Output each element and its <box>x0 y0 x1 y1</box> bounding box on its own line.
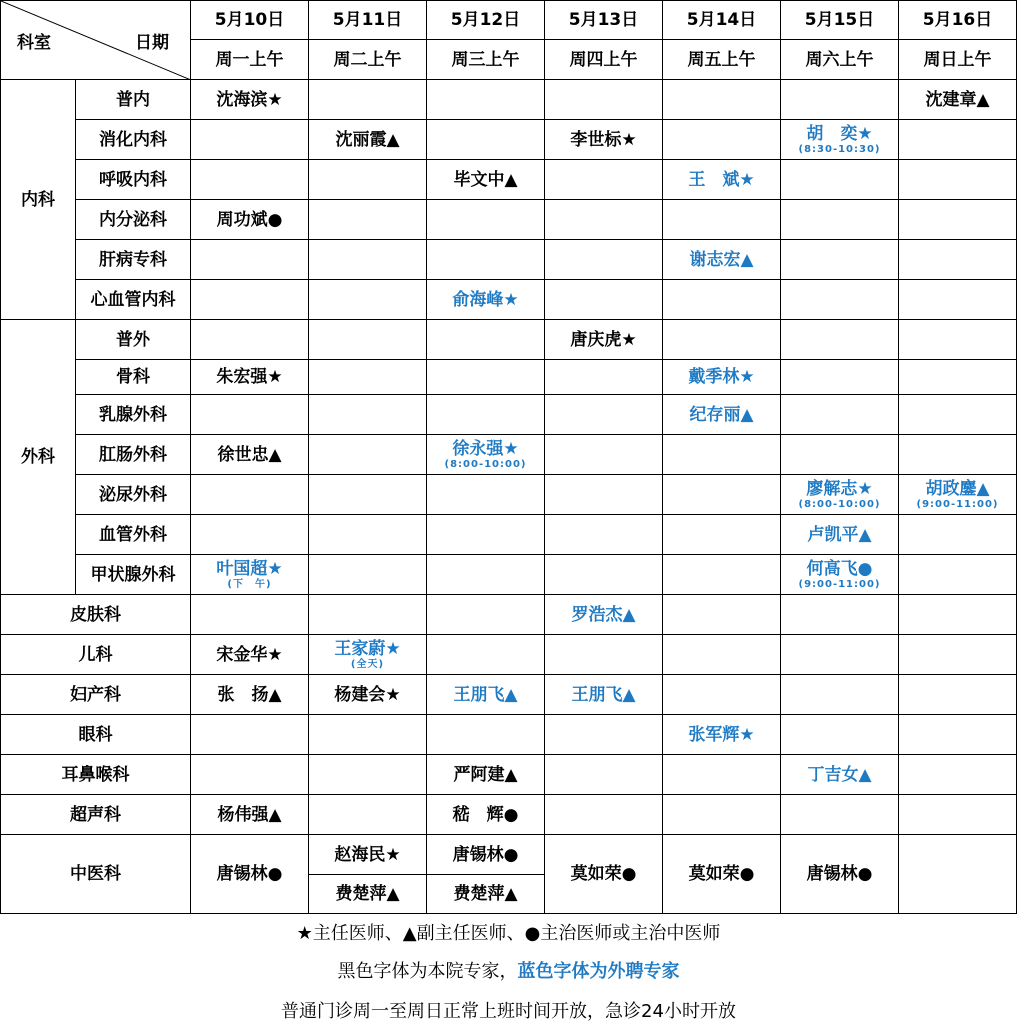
department-cell <box>0 755 191 795</box>
date-header <box>663 0 781 40</box>
schedule-cell <box>545 795 663 835</box>
doctor-name: 王朋飞▲ <box>571 684 636 705</box>
schedule-cell <box>427 320 545 360</box>
date-label: 5月12日 <box>450 10 521 30</box>
weekday-header <box>191 40 309 80</box>
department-label: 泌尿外科 <box>99 484 167 505</box>
schedule-cell <box>781 435 899 475</box>
doctor-time-note: (8:00-10:00) <box>798 499 881 510</box>
schedule-cell <box>545 395 663 435</box>
schedule-cell <box>309 435 427 475</box>
department-label: 呼吸内科 <box>99 169 167 190</box>
schedule-cell <box>309 715 427 755</box>
corner-dept-label: 科室 <box>17 33 51 53</box>
department-label: 肝病专科 <box>99 249 167 270</box>
schedule-cell <box>899 515 1017 555</box>
schedule-cell <box>663 435 781 475</box>
department-cell <box>76 120 191 160</box>
schedule-cell <box>545 320 663 360</box>
schedule-cell <box>427 360 545 395</box>
department-cell <box>76 435 191 475</box>
corner-header <box>0 0 191 80</box>
department-label: 甲状腺外科 <box>90 564 176 585</box>
schedule-cell <box>899 240 1017 280</box>
department-label: 皮肤科 <box>70 604 121 625</box>
schedule-cell <box>899 80 1017 120</box>
doctor-name: 嵇 辉● <box>452 804 519 825</box>
schedule-cell <box>309 515 427 555</box>
schedule-cell <box>663 635 781 675</box>
weekday-header <box>899 40 1017 80</box>
department-label: 肛肠外科 <box>99 444 167 465</box>
doctor-name: 李世标★ <box>570 129 637 150</box>
date-label: 5月13日 <box>568 10 639 30</box>
schedule-cell <box>427 715 545 755</box>
schedule-cell <box>191 715 309 755</box>
schedule-cell <box>427 835 545 875</box>
schedule-cell <box>309 360 427 395</box>
doctor-name: 王朋飞▲ <box>453 684 518 705</box>
schedule-cell <box>781 675 899 715</box>
date-header <box>191 0 309 40</box>
doctor-name: 唐庆虎★ <box>570 329 637 350</box>
schedule-cell <box>427 80 545 120</box>
schedule-cell <box>191 395 309 435</box>
schedule-cell <box>191 435 309 475</box>
schedule-cell <box>545 675 663 715</box>
schedule-cell <box>781 160 899 200</box>
doctor-name: 沈建章▲ <box>925 89 990 110</box>
schedule-cell <box>781 795 899 835</box>
schedule-cell <box>309 875 427 914</box>
schedule-cell <box>545 555 663 595</box>
date-label: 5月16日 <box>922 10 993 30</box>
doctor-name: 沈海滨★ <box>216 89 283 110</box>
schedule-cell <box>427 595 545 635</box>
department-label: 妇产科 <box>70 684 121 705</box>
footer <box>0 914 1017 1031</box>
doctor-name: 杨建会★ <box>334 684 401 705</box>
schedule-cell <box>663 160 781 200</box>
schedule-cell <box>427 515 545 555</box>
schedule-cell <box>191 280 309 320</box>
doctor-time-note: (全天) <box>350 659 385 670</box>
schedule-cell <box>781 320 899 360</box>
schedule-cell <box>663 595 781 635</box>
doctor-name: 唐锡林● <box>452 844 519 865</box>
date-label: 5月14日 <box>686 10 757 30</box>
department-cell <box>76 320 191 360</box>
department-label: 中医科 <box>70 864 121 884</box>
schedule-cell <box>309 595 427 635</box>
schedule-cell <box>545 835 663 914</box>
schedule-cell <box>899 475 1017 515</box>
schedule-cell <box>663 675 781 715</box>
schedule-cell <box>781 515 899 555</box>
department-cell <box>0 835 191 914</box>
schedule-cell <box>427 755 545 795</box>
schedule-cell <box>191 200 309 240</box>
schedule-cell <box>899 635 1017 675</box>
schedule-cell <box>781 280 899 320</box>
doctor-name: 宋金华★ <box>216 644 283 665</box>
schedule-cell <box>191 835 309 914</box>
department-label: 心血管内科 <box>90 289 176 310</box>
schedule-cell <box>191 80 309 120</box>
doctor-name: 杨伟强▲ <box>217 804 282 825</box>
date-label: 5月11日 <box>332 10 403 30</box>
schedule-cell <box>545 595 663 635</box>
expert-note-internal: 黑色字体为本院专家， <box>337 961 518 982</box>
doctor-name: 张 扬▲ <box>217 684 282 705</box>
schedule-cell <box>545 715 663 755</box>
weekday-header <box>427 40 545 80</box>
doctor-name: 胡政鏖▲ <box>925 479 990 499</box>
department-label: 普外 <box>116 329 150 350</box>
schedule-cell <box>309 475 427 515</box>
schedule-cell <box>663 280 781 320</box>
schedule-cell <box>781 200 899 240</box>
department-cell <box>76 475 191 515</box>
expert-note-external: 蓝色字体为外聘专家 <box>517 961 680 982</box>
department-cell <box>76 240 191 280</box>
group-label: 内科 <box>21 189 55 210</box>
weekday-header <box>663 40 781 80</box>
schedule-cell <box>191 475 309 515</box>
schedule-cell <box>309 280 427 320</box>
schedule-cell <box>545 635 663 675</box>
schedule-cell <box>191 595 309 635</box>
department-label: 普内 <box>116 89 150 110</box>
group-cell <box>0 80 76 320</box>
department-cell <box>76 555 191 595</box>
date-header <box>309 0 427 40</box>
department-label: 耳鼻喉科 <box>61 764 130 785</box>
department-cell <box>76 160 191 200</box>
schedule-cell <box>781 595 899 635</box>
schedule-cell <box>545 515 663 555</box>
department-cell <box>0 595 191 635</box>
weekday-label: 周三上午 <box>451 49 520 70</box>
doctor-name: 莫如荣● <box>688 864 755 884</box>
schedule-cell <box>663 755 781 795</box>
schedule-cell <box>545 120 663 160</box>
doctor-name: 唐锡林● <box>806 864 873 884</box>
schedule-cell <box>427 395 545 435</box>
schedule-cell <box>545 80 663 120</box>
doctor-name: 周功斌● <box>216 209 283 230</box>
schedule-cell <box>663 320 781 360</box>
weekday-label: 周六上午 <box>805 49 874 70</box>
schedule-cell <box>309 200 427 240</box>
department-label: 超声科 <box>70 804 121 825</box>
weekday-label: 周二上午 <box>333 49 402 70</box>
doctor-name: 戴季林★ <box>688 367 755 387</box>
schedule-cell <box>427 120 545 160</box>
schedule-cell <box>663 835 781 914</box>
schedule-cell <box>309 755 427 795</box>
schedule-cell <box>427 280 545 320</box>
schedule-cell <box>309 80 427 120</box>
department-label: 消化内科 <box>99 129 167 150</box>
schedule-cell <box>663 515 781 555</box>
department-cell <box>76 80 191 120</box>
schedule-cell <box>781 715 899 755</box>
date-header <box>781 0 899 40</box>
department-cell <box>76 360 191 395</box>
date-header <box>545 0 663 40</box>
group-label: 外科 <box>21 447 55 467</box>
schedule-cell <box>191 320 309 360</box>
doctor-name: 朱宏强★ <box>216 367 283 387</box>
schedule-cell <box>309 835 427 875</box>
weekday-label: 周四上午 <box>569 49 638 70</box>
schedule-cell <box>309 240 427 280</box>
doctor-name: 胡 奕★ <box>806 124 873 144</box>
schedule-cell <box>191 555 309 595</box>
schedule-cell <box>781 475 899 515</box>
department-cell <box>76 395 191 435</box>
doctor-time-note: (9:00-11:00) <box>798 579 881 590</box>
schedule-cell <box>191 675 309 715</box>
schedule-cell <box>427 875 545 914</box>
schedule-cell <box>427 240 545 280</box>
schedule-cell <box>781 240 899 280</box>
schedule-cell <box>663 80 781 120</box>
doctor-name: 王 斌★ <box>688 169 755 190</box>
doctor-name: 严阿建▲ <box>453 764 518 785</box>
schedule-cell <box>545 160 663 200</box>
corner-date-label: 日期 <box>135 33 169 53</box>
doctor-name: 丁吉女▲ <box>807 764 872 785</box>
schedule-cell <box>899 160 1017 200</box>
schedule-cell <box>663 120 781 160</box>
date-header <box>427 0 545 40</box>
schedule-cell <box>191 360 309 395</box>
doctor-name: 罗浩杰▲ <box>571 604 636 625</box>
weekday-label: 周一上午 <box>215 49 284 70</box>
department-label: 血管外科 <box>99 524 167 545</box>
schedule-cell <box>309 635 427 675</box>
doctor-name: 谢志宏▲ <box>689 249 754 270</box>
schedule-cell <box>663 555 781 595</box>
schedule-cell <box>191 515 309 555</box>
schedule-cell <box>427 635 545 675</box>
department-cell <box>0 795 191 835</box>
schedule-cell <box>781 755 899 795</box>
schedule-cell <box>309 675 427 715</box>
doctor-name: 赵海民★ <box>334 844 401 865</box>
doctor-time-note: (8:00-10:00) <box>444 459 527 470</box>
schedule-cell <box>899 200 1017 240</box>
schedule-cell <box>309 120 427 160</box>
expert-note <box>0 960 1017 984</box>
department-label: 眼科 <box>78 724 113 745</box>
schedule-cell <box>545 475 663 515</box>
schedule-cell <box>663 795 781 835</box>
schedule-cell <box>191 755 309 795</box>
schedule-cell <box>899 395 1017 435</box>
schedule-cell <box>427 475 545 515</box>
schedule-cell <box>663 395 781 435</box>
schedule-cell <box>309 795 427 835</box>
schedule-cell <box>899 755 1017 795</box>
doctor-name: 费楚萍▲ <box>335 884 400 904</box>
doctor-name: 沈丽霞▲ <box>335 129 400 150</box>
department-label: 骨科 <box>116 367 150 387</box>
schedule-cell <box>899 835 1017 914</box>
schedule-cell <box>427 795 545 835</box>
doctor-time-note: (9:00-11:00) <box>916 499 999 510</box>
schedule-cell <box>427 160 545 200</box>
schedule-cell <box>781 555 899 595</box>
doctor-name: 卢凯平▲ <box>807 524 872 545</box>
schedule-cell <box>427 200 545 240</box>
weekday-label: 周日上午 <box>923 49 992 70</box>
schedule-cell <box>899 715 1017 755</box>
schedule-cell <box>781 360 899 395</box>
schedule-cell <box>899 320 1017 360</box>
schedule-cell <box>545 240 663 280</box>
schedule-cell <box>663 715 781 755</box>
doctor-name: 唐锡林● <box>216 864 283 884</box>
schedule-cell <box>899 595 1017 635</box>
schedule-cell <box>545 755 663 795</box>
schedule-cell <box>427 555 545 595</box>
schedule-cell <box>309 320 427 360</box>
weekday-label: 周五上午 <box>687 49 756 70</box>
schedule-cell <box>309 555 427 595</box>
schedule-cell <box>781 835 899 914</box>
group-cell <box>0 320 76 595</box>
doctor-name: 莫如荣● <box>570 864 637 884</box>
schedule-cell <box>899 360 1017 395</box>
doctor-name: 张军辉★ <box>688 724 755 745</box>
schedule-cell <box>545 435 663 475</box>
schedule-cell <box>427 675 545 715</box>
weekday-header <box>545 40 663 80</box>
schedule-cell <box>899 555 1017 595</box>
doctor-name: 何高飞● <box>806 559 873 579</box>
department-cell <box>0 675 191 715</box>
schedule-cell <box>899 120 1017 160</box>
doctor-name: 王家蔚★ <box>334 639 401 659</box>
weekday-header <box>781 40 899 80</box>
doctor-name: 纪存丽▲ <box>689 404 754 425</box>
department-label: 内分泌科 <box>99 209 167 230</box>
schedule-cell <box>191 240 309 280</box>
schedule-cell <box>663 240 781 280</box>
schedule-cell <box>899 280 1017 320</box>
schedule-cell <box>191 795 309 835</box>
date-header <box>899 0 1017 40</box>
doctor-name: 廖解志★ <box>806 479 873 499</box>
schedule-cell <box>545 360 663 395</box>
department-label: 乳腺外科 <box>99 404 167 425</box>
schedule-cell <box>899 795 1017 835</box>
schedule-cell <box>899 675 1017 715</box>
hours-text: 普通门诊周一至周日正常上班时间开放，急诊24小时开放 <box>281 1001 736 1022</box>
schedule-cell <box>781 635 899 675</box>
schedule-cell <box>191 120 309 160</box>
doctor-name: 俞海峰★ <box>452 289 519 310</box>
schedule-cell <box>663 200 781 240</box>
department-label: 儿科 <box>78 644 113 665</box>
weekday-header <box>309 40 427 80</box>
schedule-cell <box>663 360 781 395</box>
doctor-name: 徐世忠▲ <box>217 444 282 465</box>
doctor-name: 徐永强★ <box>452 439 519 459</box>
legend-text: ★主任医师、▲副主任医师、●主治医师或主治中医师 <box>296 923 721 944</box>
schedule-cell <box>781 80 899 120</box>
schedule-cell <box>899 435 1017 475</box>
date-label: 5月15日 <box>804 10 875 30</box>
schedule-cell <box>545 280 663 320</box>
department-cell <box>76 280 191 320</box>
department-cell <box>0 635 191 675</box>
doctor-time-note: (下 午) <box>227 579 272 590</box>
department-cell <box>76 515 191 555</box>
doctor-time-note: (8:30-10:30) <box>798 144 881 155</box>
schedule-cell <box>781 395 899 435</box>
schedule-cell <box>427 435 545 475</box>
department-cell <box>0 715 191 755</box>
department-cell <box>76 200 191 240</box>
schedule-cell <box>545 200 663 240</box>
schedule-cell <box>309 160 427 200</box>
doctor-name: 毕文中▲ <box>453 169 518 190</box>
schedule-cell <box>663 475 781 515</box>
schedule-cell <box>191 160 309 200</box>
doctor-name: 叶国超★ <box>216 559 283 579</box>
doctor-name: 费楚萍▲ <box>453 884 518 904</box>
schedule-cell <box>781 120 899 160</box>
date-label: 5月10日 <box>214 10 285 30</box>
schedule-cell <box>191 635 309 675</box>
schedule-cell <box>309 395 427 435</box>
